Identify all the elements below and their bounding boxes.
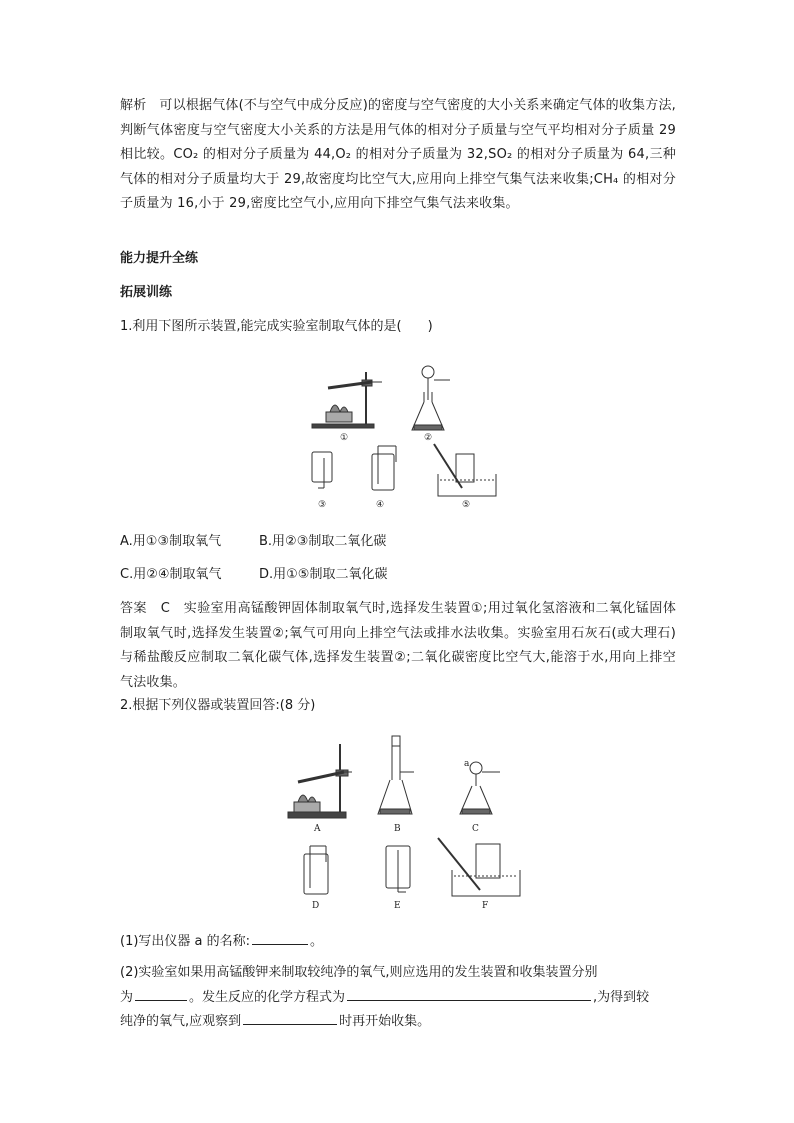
q2-sub2-line2 — [120, 986, 649, 1008]
apparatus-1-heating-tube — [312, 372, 382, 428]
q2-sub1-answer-blank[interactable] — [252, 930, 308, 945]
apparatus-d-bottle — [304, 846, 328, 894]
analysis-label: 解析 — [120, 98, 147, 113]
q1-option-d: D.用①⑤制取二氧化碳 — [259, 567, 388, 582]
q1-answer-paragraph — [120, 597, 676, 695]
q1-answer-text: 实验室用高锰酸钾固体制取氧气时,选择发生装置①;用过氧化氢溶液和二氧化锰固体制取氧气时,选择发生装置②;氧气可用向上排空气法或排水法收集。实验室用石灰石(或大理石)与稀盐酸反应制取二氧化碳气体,选择发生装置②;二氧化碳密度比空气大,能溶于水,用向上排空气法收集。 — [120, 601, 677, 690]
apparatus-5-water-trough — [434, 444, 496, 496]
q2-sub2-part4: 纯净的氧气,应观察到 — [120, 1014, 242, 1029]
q1-option-b: B.用②③制取二氧化碳 — [259, 534, 387, 549]
apparatus-c-label: C — [472, 824, 479, 834]
subsection-title: 拓展训练 — [120, 285, 173, 300]
section-title: 能力提升全练 — [120, 251, 199, 266]
q1-option-c: C.用②④制取氧气 — [120, 567, 222, 582]
q1-apparatus-figure — [300, 362, 510, 512]
apparatus-1-label: ① — [340, 433, 349, 443]
q2-sub2-part1: 为 — [120, 990, 134, 1005]
q2-stem: 2.根据下列仪器或装置回答:(8 分) — [120, 698, 316, 713]
apparatus-c-flask-separatory — [460, 762, 500, 814]
apparatus-2-flask — [412, 366, 450, 430]
q2-sub2-equation-blank[interactable] — [347, 986, 591, 1001]
apparatus-4-bottle — [372, 446, 396, 490]
q2-sub1 — [120, 930, 323, 952]
apparatus-f-water-trough — [438, 838, 520, 896]
q2-sub1-suffix: 。 — [310, 934, 324, 949]
analysis-text: 可以根据气体(不与空气中成分反应)的密度与空气密度的大小关系来确定气体的收集方法,判断气体密度与空气密度大小关系的方法是用气体的相对分子质量与空气平均相对分子质量 29 相比较。CO₂ 的相对分子质量为 44,O₂ 的相对分子质量为 32,SO₂ 的相对分子质量为 64,三种气体的相对分子质量均大于 29,故密度均比空气大,应用向上排空气集气法来收集;CH₄ 的相对分子质量为 16,小于 29,密度比空气小,应用向下排空气集气法来收集。 — [120, 98, 676, 211]
q2-apparatus-figure — [282, 732, 527, 912]
q2-sub2-observation-blank[interactable] — [243, 1010, 337, 1025]
apparatus-e-bottle — [386, 846, 410, 892]
apparatus-b-flask-long-funnel — [378, 736, 414, 814]
apparatus-5-label: ⑤ — [462, 500, 471, 510]
q2-sub2-part3: ,为得到较 — [593, 990, 650, 1005]
apparatus-4-label: ④ — [376, 500, 385, 510]
q2-sub2-devices-blank[interactable] — [135, 986, 187, 1001]
apparatus-a-heating-tube — [288, 744, 352, 818]
q2-sub2-line3 — [120, 1010, 430, 1032]
q1-answer-letter: C — [160, 601, 170, 616]
q2-sub2-part5: 时再开始收集。 — [339, 1014, 431, 1029]
apparatus-a-label: A — [314, 824, 321, 834]
q2-sub2-line1: (2)实验室如果用高锰酸钾来制取较纯净的氧气,则应选用的发生装置和收集装置分别 — [120, 965, 598, 980]
apparatus-b-label: B — [394, 824, 401, 834]
apparatus-e-label: E — [394, 901, 401, 911]
analysis-paragraph — [120, 94, 676, 217]
q2-sub1-prefix: (1)写出仪器 a 的名称: — [120, 934, 251, 949]
q1-answer-label: 答案 — [120, 601, 147, 616]
apparatus-d-label: D — [312, 901, 320, 911]
instrument-a-mark: a — [464, 759, 470, 769]
apparatus-3-label: ③ — [318, 500, 327, 510]
q1-stem: 1.利用下图所示装置,能完成实验室制取气体的是( ) — [120, 319, 433, 334]
q2-sub2-part2: 。发生反应的化学方程式为 — [189, 990, 346, 1005]
q1-option-a: A.用①③制取氧气 — [120, 534, 222, 549]
apparatus-f-label: F — [482, 901, 489, 911]
apparatus-3-bottle — [312, 452, 332, 488]
apparatus-2-label: ② — [424, 433, 433, 443]
